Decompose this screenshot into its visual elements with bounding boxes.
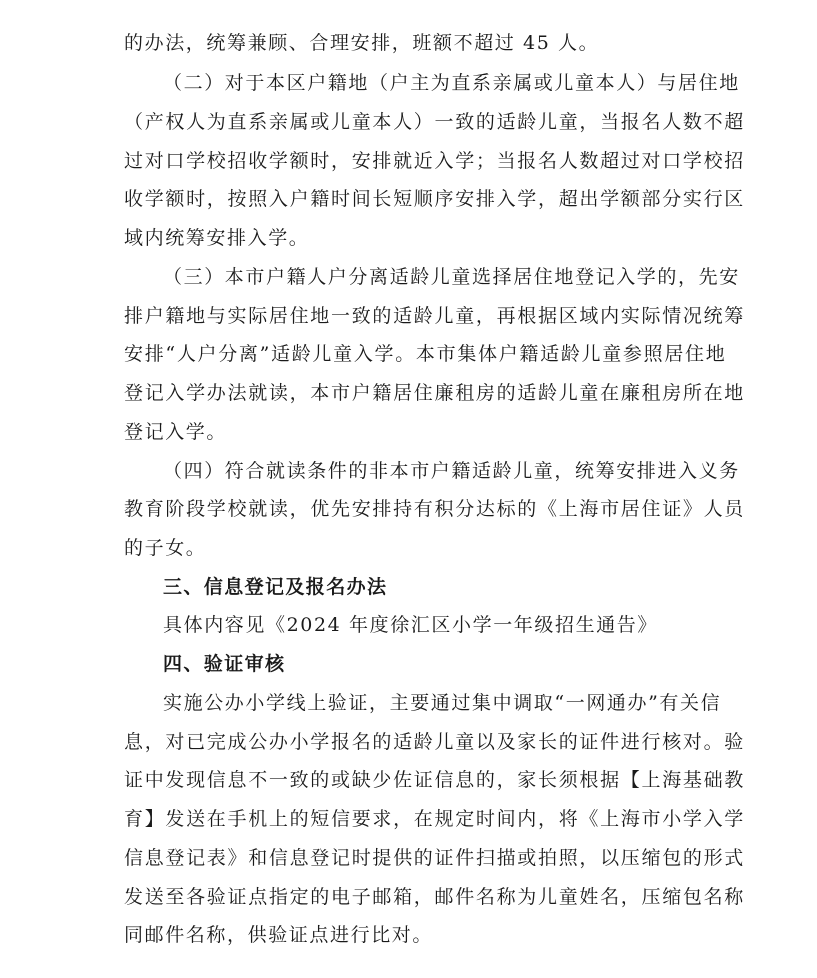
paragraph-line: （二）对于本区户籍地（户主为直系亲属或儿童本人）与居住地 <box>163 72 740 94</box>
paragraph-line: 证中发现信息不一致的或缺少佐证信息的，家长须根据【上海基础教 <box>124 769 746 791</box>
paragraph-line: 过对口学校招收学额时，安排就近入学；当报名人数超过对口学校招 <box>124 150 746 172</box>
paragraph-line: 域内统筹安排入学。 <box>124 227 310 249</box>
paragraph-line: （三）本市户籍人户分离适龄儿童选择居住地登记入学的，先安 <box>163 266 740 288</box>
section-heading: 四、验证审核 <box>163 653 286 675</box>
paragraph-line: （产权人为直系亲属或儿童本人）一致的适龄儿童，当报名人数不超 <box>124 111 746 133</box>
paragraph-line: 实施公办小学线上验证，主要通过集中调取“一网通办”有关信 <box>163 692 722 714</box>
paragraph-line: 同邮件名称，供验证点进行比对。 <box>124 924 434 946</box>
paragraph-line: 排户籍地与实际居住地一致的适龄儿童，再根据区域内实际情况统筹 <box>124 305 746 327</box>
paragraph-line: 安排“人户分离”适龄儿童入学。本市集体户籍适龄儿童参照居住地 <box>124 343 727 365</box>
paragraph-line: 登记入学。 <box>124 421 228 443</box>
paragraph-line: 的办法，统筹兼顾、合理安排，班额不超过 45 人。 <box>124 32 600 54</box>
paragraph-line: 息，对已完成公办小学报名的适龄儿童以及家长的证件进行核对。验 <box>124 731 746 753</box>
paragraph-line: （四）符合就读条件的非本市户籍适龄儿童，统筹安排进入义务 <box>163 460 740 482</box>
paragraph-line: 育】发送在手机上的短信要求，在规定时间内，将《上海市小学入学 <box>124 808 746 830</box>
paragraph-line: 登记入学办法就读，本市户籍居住廉租房的适龄儿童在廉租房所在地 <box>124 382 746 404</box>
paragraph-line: 教育阶段学校就读，优先安排持有积分达标的《上海市居住证》人员 <box>124 498 746 520</box>
paragraph-line: 的子女。 <box>124 537 207 559</box>
paragraph-line: 信息登记表》和信息登记时提供的证件扫描或拍照，以压缩包的形式 <box>124 847 746 869</box>
paragraph-line: 发送至各验证点指定的电子邮箱，邮件名称为儿童姓名，压缩包名称 <box>124 886 746 908</box>
paragraph-line: 具体内容见《2024 年度徐汇区小学一年级招生通告》 <box>163 614 658 636</box>
paragraph-line: 收学额时，按照入户籍时间长短顺序安排入学，超出学额部分实行区 <box>124 188 746 210</box>
section-heading: 三、信息登记及报名办法 <box>163 576 388 598</box>
